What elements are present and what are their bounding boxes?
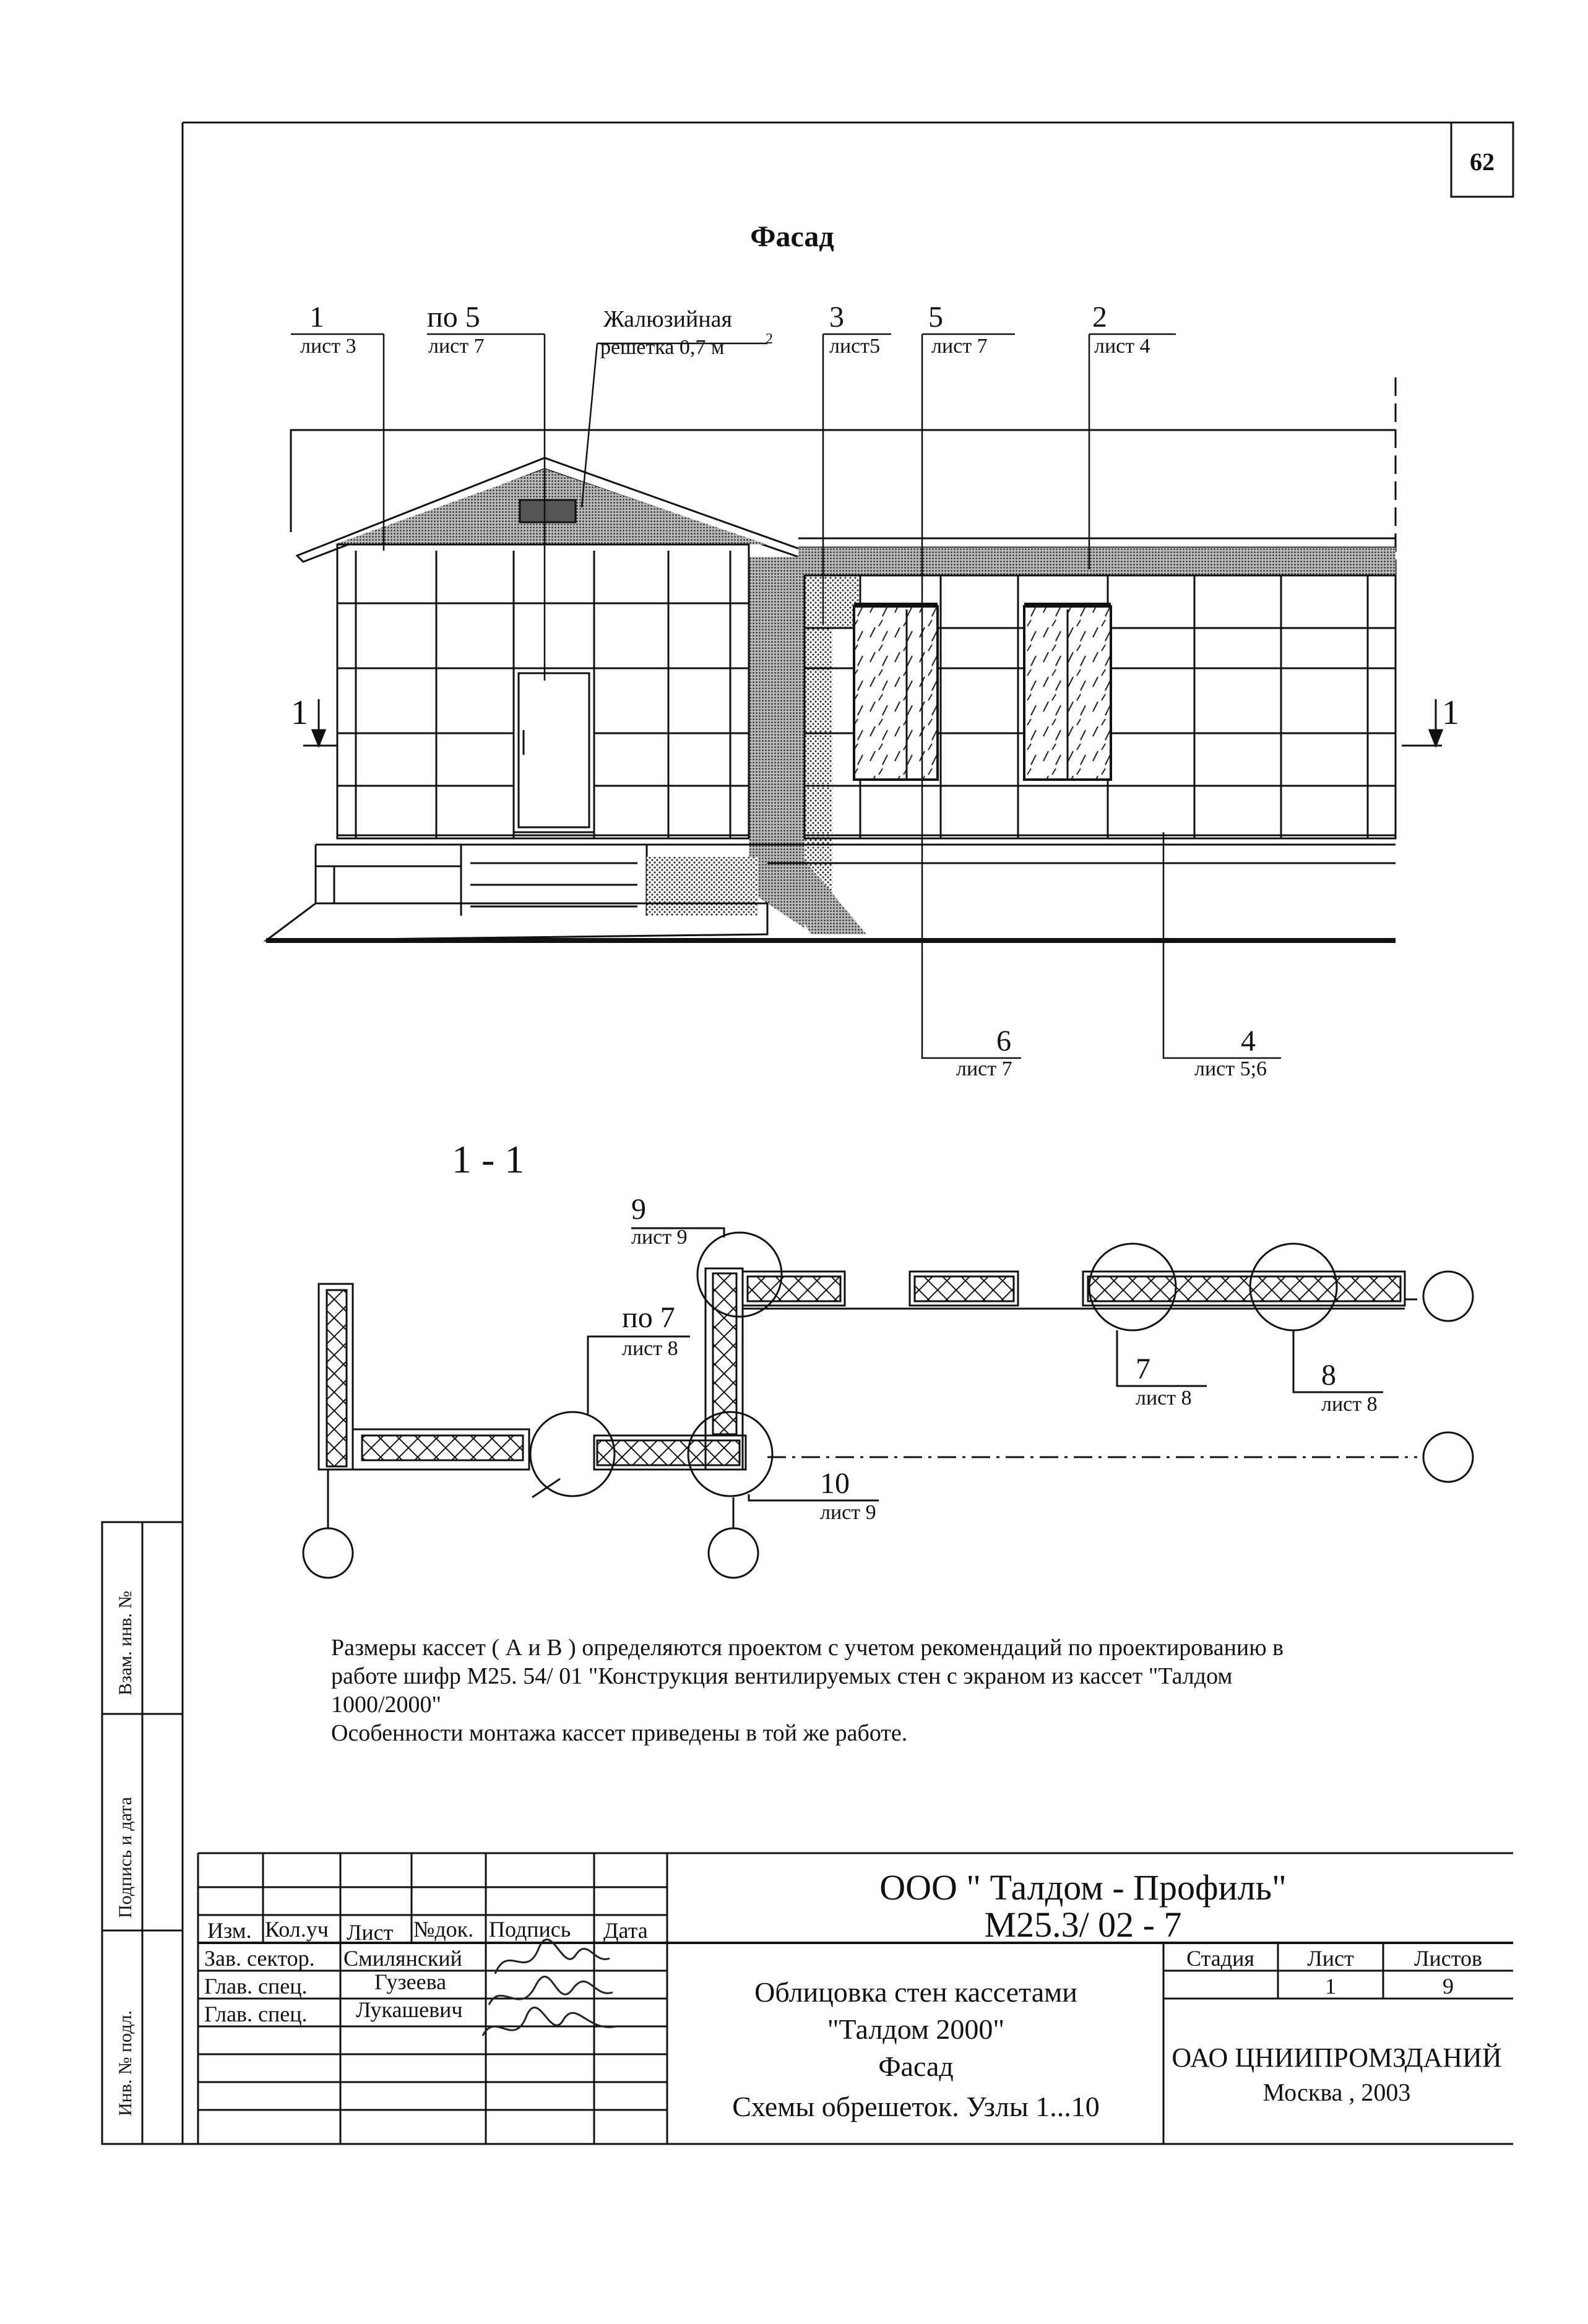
grille-label: Жалюзийная bbox=[603, 306, 733, 332]
callout-6-num: 6 bbox=[996, 1025, 1011, 1057]
institute-name: ОАО ЦНИИПРОМЗДАНИЙ bbox=[1172, 2042, 1502, 2073]
sheets-label: Листов bbox=[1414, 1946, 1482, 1971]
description-line-4: Схемы обрешеток. Узлы 1...10 bbox=[732, 2091, 1100, 2122]
section-plan bbox=[303, 1228, 1473, 1578]
facade-title: Фасад bbox=[750, 220, 834, 253]
signatory-1-role: Зав. сектор. bbox=[204, 1946, 315, 1971]
callout-1-num: 1 bbox=[309, 301, 324, 334]
callout-3-sheet: лист5 bbox=[829, 335, 881, 358]
callout-2-num: 2 bbox=[1092, 301, 1107, 334]
callout-6-sheet: лист 7 bbox=[956, 1057, 1012, 1080]
header-date: Дата bbox=[603, 1918, 648, 1943]
callout-5-sheet: лист 7 bbox=[931, 335, 988, 358]
callout-7-sheet: лист 8 bbox=[1136, 1387, 1192, 1409]
signatory-3-role: Глав. спец. bbox=[204, 2002, 308, 2026]
note-line-2: работе шифр М25. 54/ 01 "Конструкция вентилируемых стен с экраном из кассет "Талдом bbox=[331, 1663, 1233, 1689]
grille-area: решетка 0,7 м bbox=[600, 336, 725, 359]
signatory-1-name: Смилянский bbox=[343, 1946, 462, 1971]
callout-8-sheet: лист 8 bbox=[1321, 1393, 1378, 1416]
callout-po5-num: по 5 bbox=[427, 301, 480, 334]
callout-po5-sheet: лист 7 bbox=[428, 335, 485, 358]
sheets-value: 9 bbox=[1443, 1974, 1454, 1999]
header-ndok: №док. bbox=[413, 1917, 474, 1942]
note-line-3: 1000/2000" bbox=[331, 1692, 442, 1718]
description-line-2: "Талдом 2000" bbox=[827, 2013, 1005, 2045]
callout-9-sheet: лист 9 bbox=[631, 1226, 688, 1249]
sheet-frame bbox=[102, 123, 1513, 2144]
city-year: Москва , 2003 bbox=[1262, 2078, 1411, 2106]
signatory-2-role: Глав. спец. bbox=[204, 1974, 308, 1999]
callout-1-sheet: лист 3 bbox=[300, 335, 356, 358]
sheet-value: 1 bbox=[1325, 1974, 1336, 1999]
handwritten-signatures bbox=[483, 1940, 616, 2036]
note-line-1: Размеры кассет ( А и В ) определяются проектом с учетом рекомендаций по проектированию в bbox=[331, 1635, 1284, 1661]
header-signature: Подпись bbox=[489, 1917, 571, 1942]
section-title: 1 - 1 bbox=[452, 1137, 525, 1181]
section-mark-right: 1 bbox=[1442, 694, 1459, 732]
note-line-4: Особенности монтажа кассет приведены в той же работе. bbox=[331, 1720, 908, 1746]
callout-5-num: 5 bbox=[928, 301, 943, 334]
stage-label: Стадия bbox=[1186, 1946, 1254, 1971]
title-block-texts bbox=[204, 1867, 1502, 2122]
organization-name: ООО " Талдом - Профиль" bbox=[879, 1867, 1287, 1908]
stamp-label-signature: Подпись и дата bbox=[115, 1797, 136, 1918]
section-mark-left: 1 bbox=[291, 694, 308, 732]
callout-10-num: 10 bbox=[820, 1467, 850, 1500]
callout-7-num: 7 bbox=[1136, 1353, 1150, 1385]
header-list: Лист bbox=[347, 1920, 394, 1945]
callout-po7-num: по 7 bbox=[622, 1301, 675, 1334]
signatory-2-name: Гузеева bbox=[374, 1969, 447, 1994]
header-kol: Кол.уч bbox=[265, 1917, 329, 1942]
side-stamp bbox=[102, 1522, 183, 2144]
document-code: М25.3/ 02 - 7 bbox=[984, 1904, 1182, 1945]
sheet-label: Лист bbox=[1307, 1946, 1354, 1971]
description-line-1: Облицовка стен кассетами bbox=[754, 1976, 1077, 2008]
design-note bbox=[331, 1633, 1445, 1747]
callout-8-num: 8 bbox=[1321, 1359, 1336, 1392]
description-line-3: Фасад bbox=[878, 2051, 954, 2082]
signatory-3-name: Лукашевич bbox=[356, 1997, 463, 2022]
callout-2-sheet: лист 4 bbox=[1094, 335, 1150, 358]
callout-4-sheet: лист 5;6 bbox=[1194, 1057, 1267, 1080]
callout-10-sheet: лист 9 bbox=[820, 1501, 876, 1524]
callout-9-num: 9 bbox=[631, 1193, 646, 1226]
callout-po7-sheet: лист 8 bbox=[622, 1337, 678, 1360]
facade-building bbox=[266, 377, 1396, 940]
header-izm: Изм. bbox=[207, 1918, 252, 1943]
stamp-label-replacement: Взам. инв. № bbox=[115, 1590, 136, 1695]
callout-4-num: 4 bbox=[1241, 1025, 1256, 1057]
grille-area-superscript: 2 bbox=[766, 331, 773, 347]
callout-3-num: 3 bbox=[829, 301, 844, 334]
stamp-label-inventory: Инв. № подл. bbox=[115, 2010, 136, 2116]
page-number: 62 bbox=[1470, 148, 1495, 176]
